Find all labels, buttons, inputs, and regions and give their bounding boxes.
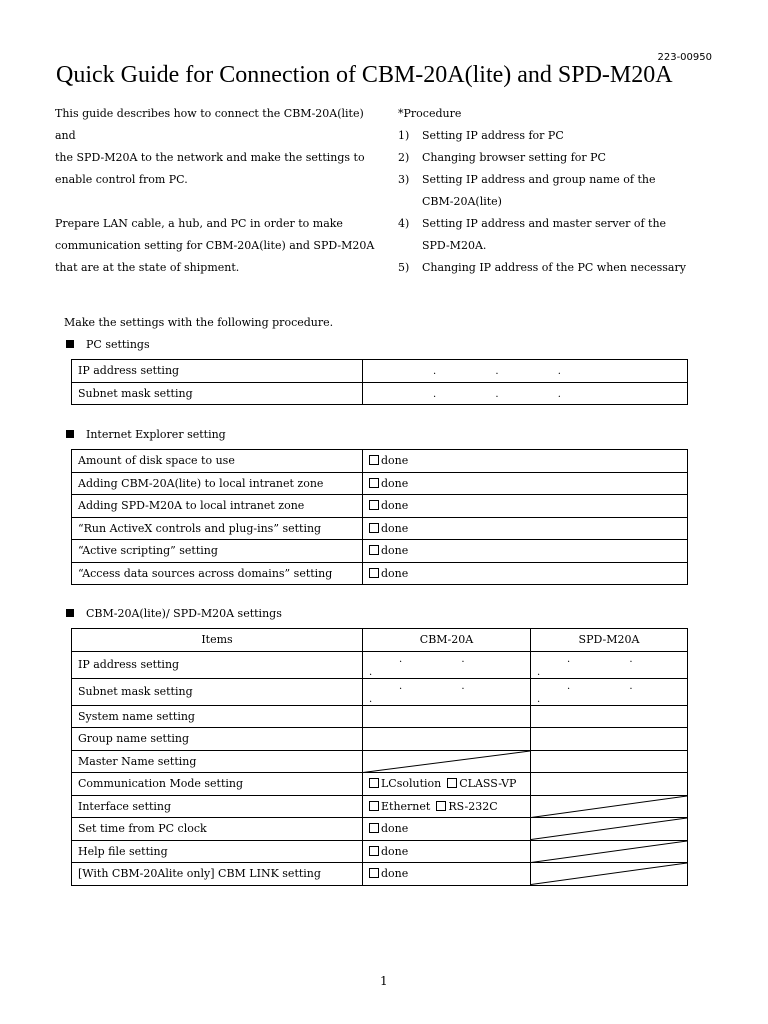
done-label: done — [381, 544, 409, 558]
setting-label: Amount of disk space to use — [72, 450, 363, 473]
pc-settings-table — [71, 359, 688, 405]
step-number: 3) — [398, 173, 410, 186]
lead-text: Make the settings with the following procedure. — [64, 316, 334, 329]
done-checkbox-cell[interactable] — [363, 517, 688, 540]
setting-label: System name setting — [72, 705, 363, 728]
step-text: Setting IP address for PC — [422, 129, 564, 142]
procedure-step — [398, 235, 718, 257]
table-row — [72, 750, 688, 773]
option-checkbox[interactable] — [369, 800, 430, 813]
not-applicable-cell — [531, 863, 688, 886]
setting-label: Group name setting — [72, 728, 363, 751]
setting-label: “Access data sources across domains” setting — [72, 562, 363, 585]
checkbox-icon[interactable] — [369, 455, 379, 465]
address-dots: . . . — [369, 653, 493, 678]
table-row — [72, 795, 688, 818]
checkbox-icon[interactable] — [369, 568, 379, 578]
checkbox-icon[interactable] — [436, 801, 446, 811]
procedure-step — [398, 169, 718, 191]
square-bullet-icon — [66, 609, 74, 617]
not-applicable-cell — [531, 818, 688, 841]
spd-value-cell[interactable] — [531, 750, 688, 773]
table-row — [72, 678, 688, 705]
step-number: 2) — [398, 151, 410, 164]
step-text: Changing IP address of the PC when necessary — [422, 261, 686, 274]
not-applicable-cell — [363, 750, 531, 773]
step-text: Changing browser setting for PC — [422, 151, 606, 164]
checkbox-icon[interactable] — [369, 545, 379, 555]
table-row — [72, 651, 688, 678]
checkbox-icon[interactable] — [369, 823, 379, 833]
table-row — [72, 450, 688, 473]
done-label: done — [381, 499, 409, 513]
cbm-section-heading: CBM-20A(lite)/ SPD-M20A settings — [66, 607, 282, 620]
step-text: CBM-20A(lite) — [422, 195, 502, 208]
diagonal-slash — [531, 841, 687, 863]
setting-label: Help file setting — [72, 840, 363, 863]
setting-label: Subnet mask setting — [72, 382, 363, 405]
checkbox-icon[interactable] — [369, 801, 379, 811]
option-checkbox[interactable] — [369, 777, 441, 790]
option-label: CLASS-VP — [459, 777, 517, 791]
procedure-step — [398, 147, 718, 169]
square-bullet-icon — [66, 430, 74, 438]
table-row — [72, 863, 688, 886]
setting-label: Adding SPD-M20A to local intranet zone — [72, 495, 363, 518]
checkbox-icon[interactable] — [369, 778, 379, 788]
intro-line: that are at the state of shipment. — [55, 261, 240, 274]
page-title: Quick Guide for Connection of CBM-20A(lite) and SPD-M20A — [56, 62, 673, 88]
done-label: done — [381, 454, 409, 468]
setting-label: Communication Mode setting — [72, 773, 363, 796]
done-label: done — [381, 566, 409, 580]
header-items: Items — [72, 629, 363, 652]
done-checkbox-cell[interactable] — [363, 540, 688, 563]
setting-label: Set time from PC clock — [72, 818, 363, 841]
setting-label: “Active scripting” setting — [72, 540, 363, 563]
done-label: done — [381, 867, 409, 881]
cbm-options-cell — [363, 795, 531, 818]
table-row — [72, 818, 688, 841]
table-row — [72, 705, 688, 728]
intro-line — [55, 191, 385, 213]
spd-value-cell[interactable] — [531, 705, 688, 728]
diagonal-slash — [531, 796, 687, 818]
setting-label: IP address setting — [72, 360, 363, 383]
procedure-step — [398, 191, 718, 213]
option-label: LCsolution — [381, 777, 442, 791]
intro-text — [55, 103, 385, 279]
procedure-step — [398, 125, 718, 147]
table-row — [72, 562, 688, 585]
step-number: 1) — [398, 129, 410, 142]
done-label: done — [381, 822, 409, 836]
setting-label: [With CBM-20Alite only] CBM LINK setting — [72, 863, 363, 886]
address-dots: . . . — [369, 680, 493, 705]
device-settings-table — [71, 628, 688, 886]
square-bullet-icon — [66, 340, 74, 348]
page-number: 1 — [380, 974, 388, 988]
setting-label: IP address setting — [72, 651, 363, 678]
table-row — [72, 728, 688, 751]
table-row — [72, 840, 688, 863]
address-dots: . . . — [433, 366, 589, 378]
procedure-step — [398, 213, 718, 235]
spd-address-value[interactable] — [531, 651, 688, 678]
intro-line: the SPD-M20A to the network and make the settings to — [55, 151, 365, 164]
address-dots: . . . — [537, 680, 661, 705]
option-label: Ethernet — [381, 799, 431, 813]
table-header-row — [72, 629, 688, 652]
intro-line: This guide describes how to connect the CBM-20A(lite) and — [55, 107, 364, 142]
diagonal-slash — [531, 818, 687, 840]
done-label: done — [381, 521, 409, 535]
intro-line: enable control from PC. — [55, 173, 188, 186]
cbm-address-value[interactable] — [363, 651, 531, 678]
checkbox-icon[interactable] — [369, 523, 379, 533]
spd-address-value[interactable] — [531, 678, 688, 705]
done-checkbox-cell[interactable] — [363, 562, 688, 585]
diagonal-slash — [531, 863, 687, 885]
table-row — [72, 540, 688, 563]
header-cbm: CBM-20A — [363, 629, 531, 652]
table-row — [72, 382, 688, 405]
table-row — [72, 360, 688, 383]
setting-label: Interface setting — [72, 795, 363, 818]
table-row — [72, 517, 688, 540]
step-text: Setting IP address and master server of the — [422, 217, 667, 230]
setting-label: Subnet mask setting — [72, 678, 363, 705]
setting-label: Master Name setting — [72, 750, 363, 773]
checkbox-icon[interactable] — [369, 846, 379, 856]
cbm-value-cell[interactable] — [363, 728, 531, 751]
intro-line: Prepare LAN cable, a hub, and PC in order to make — [55, 217, 343, 230]
done-label: done — [381, 844, 409, 858]
intro-line: communication setting for CBM-20A(lite) and SPD-M20A — [55, 239, 375, 252]
not-applicable-cell — [531, 795, 688, 818]
step-number: 4) — [398, 217, 410, 230]
address-value[interactable] — [363, 360, 688, 383]
procedure-step — [398, 257, 718, 279]
table-row — [72, 472, 688, 495]
step-number: 5) — [398, 261, 410, 274]
checkbox-icon[interactable] — [369, 478, 379, 488]
table-row — [72, 495, 688, 518]
procedure-heading: *Procedure — [398, 107, 462, 120]
cbm-value-cell[interactable] — [363, 705, 531, 728]
done-checkbox-cell[interactable] — [363, 495, 688, 518]
pc-section-heading: PC settings — [66, 338, 150, 351]
option-checkbox[interactable] — [447, 777, 516, 790]
done-checkbox-cell[interactable] — [363, 450, 688, 473]
done-checkbox-cell[interactable] — [363, 840, 531, 863]
spd-value-cell[interactable] — [531, 773, 688, 796]
step-text: Setting IP address and group name of the — [422, 173, 656, 186]
spd-value-cell[interactable] — [531, 728, 688, 751]
address-value[interactable] — [363, 382, 688, 405]
ie-section-heading: Internet Explorer setting — [66, 428, 226, 441]
cbm-address-value[interactable] — [363, 678, 531, 705]
done-checkbox-cell[interactable] — [363, 818, 531, 841]
done-label: done — [381, 476, 409, 490]
address-dots: . . . — [537, 653, 661, 678]
document-number: 223-00950 — [657, 52, 712, 63]
address-dots: . . . — [433, 388, 589, 400]
procedure-list — [398, 103, 718, 279]
checkbox-icon[interactable] — [369, 500, 379, 510]
ie-settings-table — [71, 449, 688, 585]
setting-label: Adding CBM-20A(lite) to local intranet zone — [72, 472, 363, 495]
done-checkbox-cell[interactable] — [363, 863, 531, 886]
option-checkbox[interactable] — [436, 800, 497, 813]
table-row — [72, 773, 688, 796]
cbm-options-cell — [363, 773, 531, 796]
setting-label: “Run ActiveX controls and plug-ins” setting — [72, 517, 363, 540]
header-spd: SPD-M20A — [531, 629, 688, 652]
checkbox-icon[interactable] — [447, 778, 457, 788]
step-text: SPD-M20A. — [422, 239, 487, 252]
checkbox-icon[interactable] — [369, 868, 379, 878]
not-applicable-cell — [531, 840, 688, 863]
done-checkbox-cell[interactable] — [363, 472, 688, 495]
diagonal-slash — [363, 751, 530, 773]
option-label: RS-232C — [448, 799, 498, 813]
